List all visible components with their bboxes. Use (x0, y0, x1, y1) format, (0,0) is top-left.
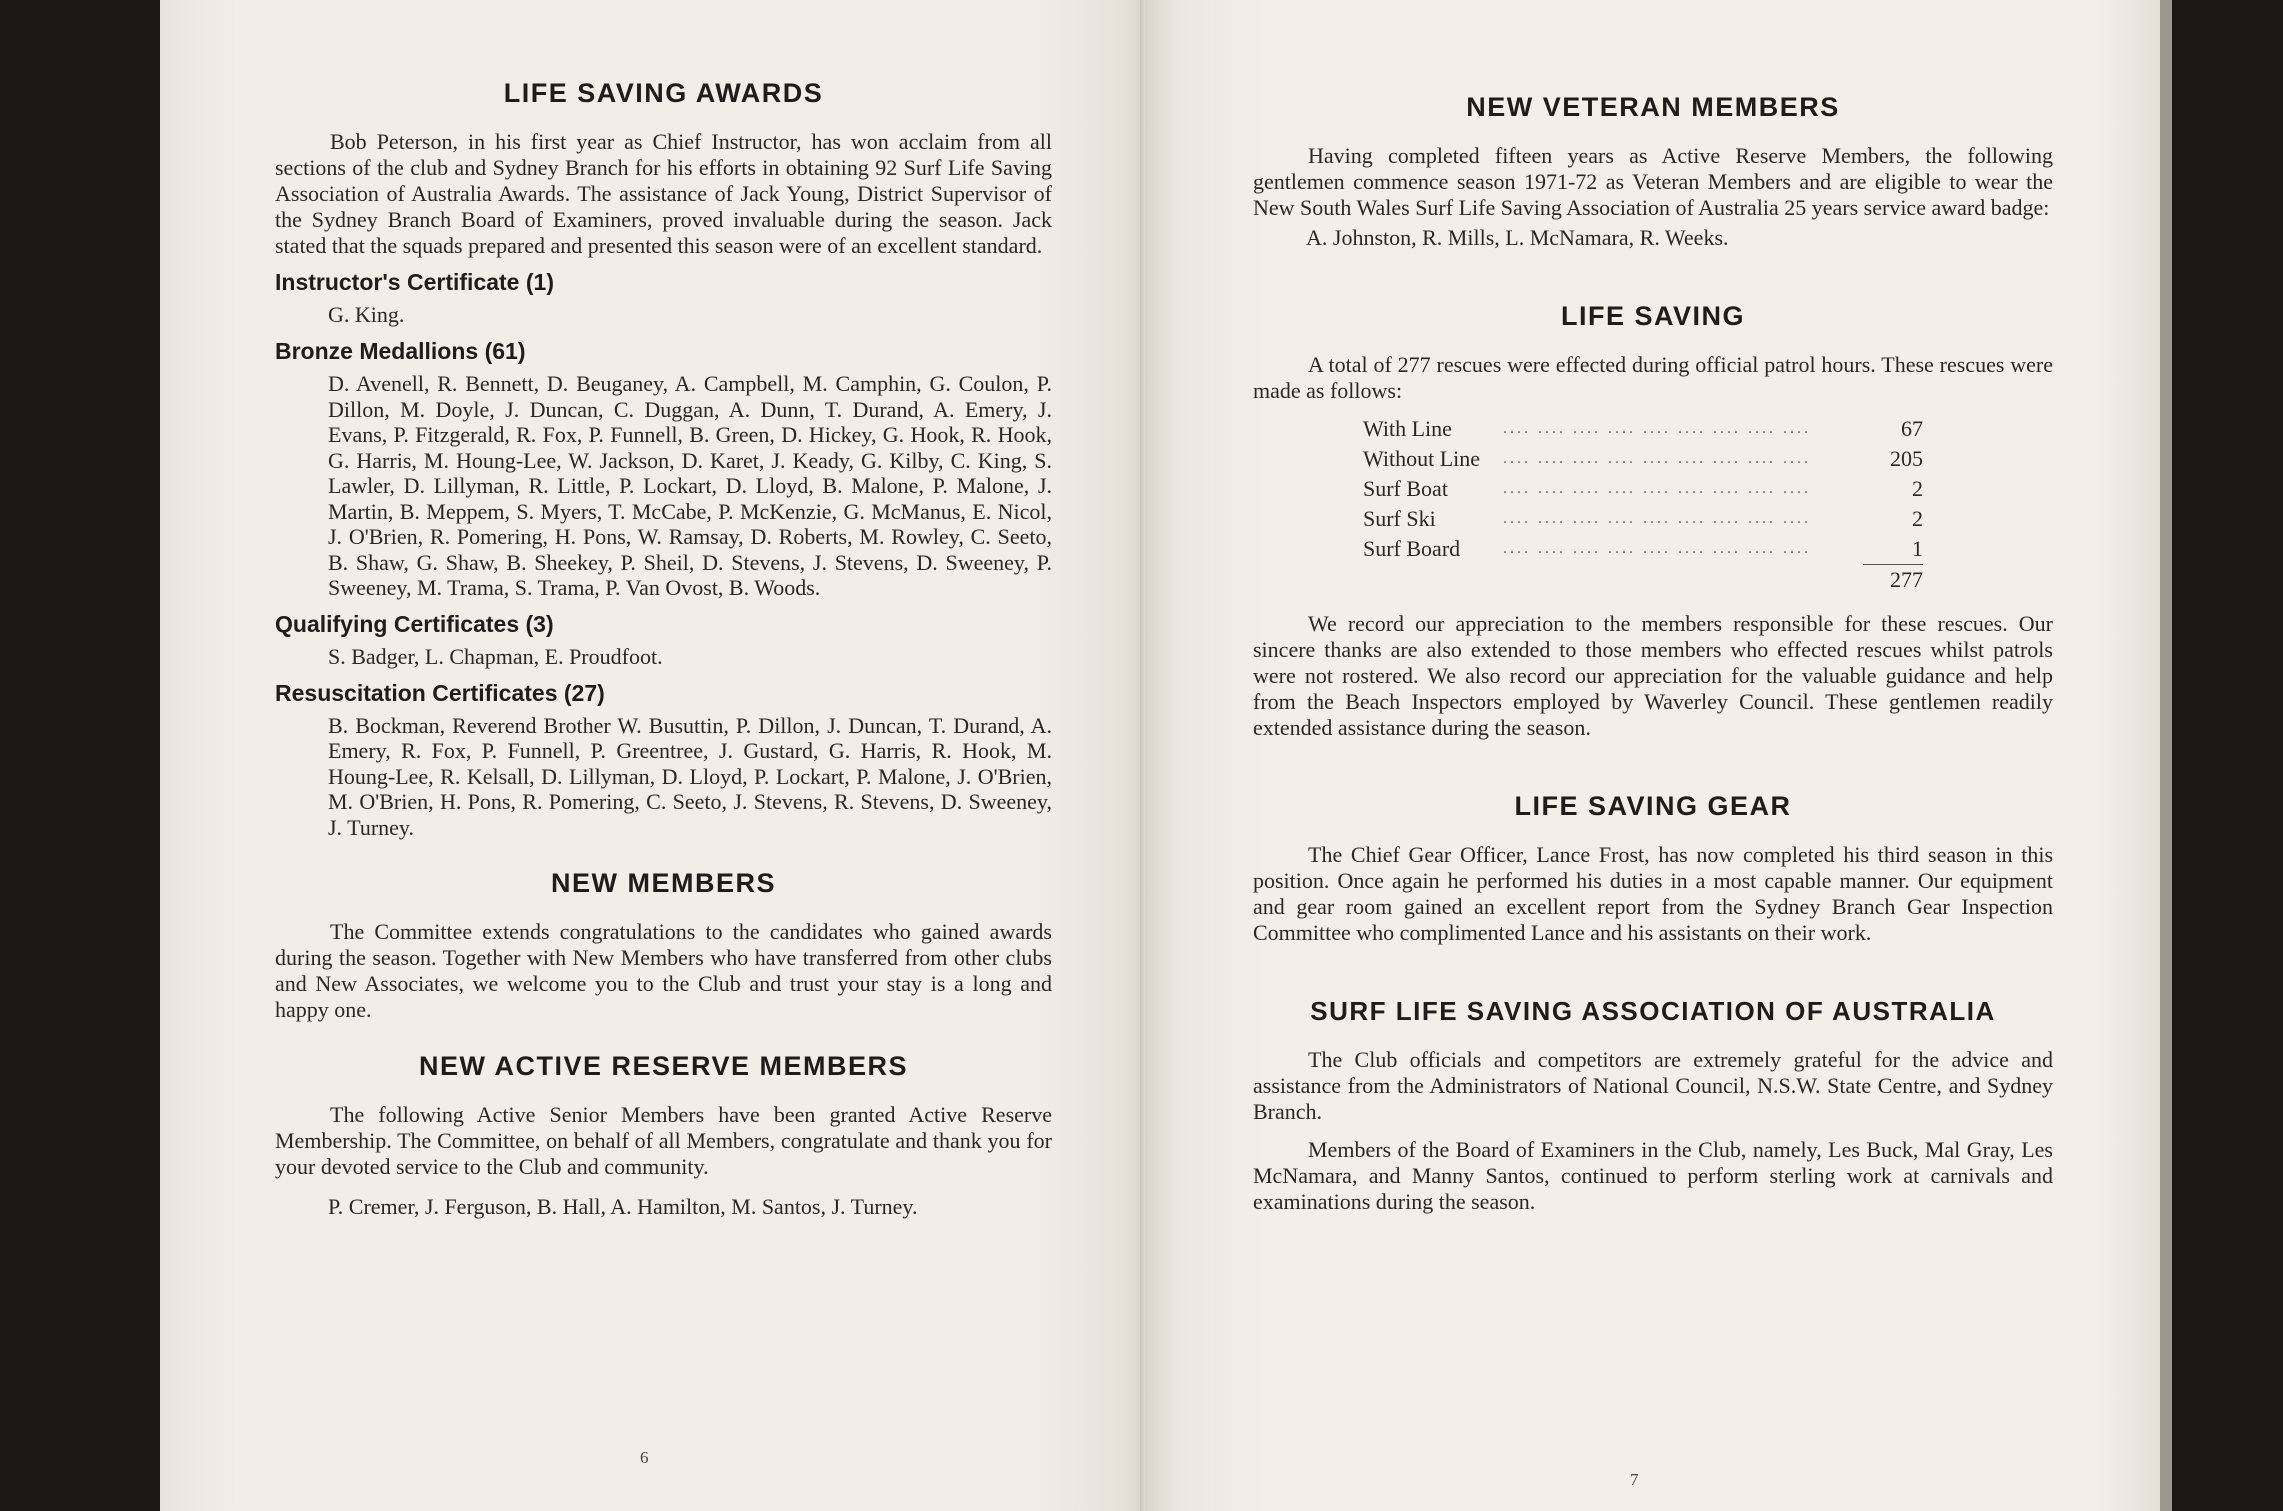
dot-leader: .... .... .... .... .... .... .... .... .... (1503, 450, 1811, 467)
right-column (1253, 92, 2053, 1243)
rescue-row (1363, 444, 1923, 474)
new-members-title: NEW MEMBERS (551, 868, 776, 898)
rescue-row (1363, 474, 1923, 504)
dot-leader: .... .... .... .... .... .... .... .... .... (1503, 480, 1811, 497)
rescue-label: Surf Ski (1363, 506, 1436, 531)
rescue-row (1363, 504, 1923, 534)
rescue-row (1363, 414, 1923, 444)
slsa-text-1: The Club officials and competitors are extremely grateful for the advice and assistance from the Administrators of National Council, N.S.W. State Centre, and Sydney Branch. (1253, 1047, 2053, 1124)
new-active-reserve-names: P. Cremer, J. Ferguson, B. Hall, A. Hamilton, M. Santos, J. Turney. (328, 1194, 918, 1219)
life-saving-section (1253, 301, 2053, 741)
life-saving-gear-text: The Chief Gear Officer, Lance Frost, has now completed his third season in this position. Once again he performed his duties in a most capable manner. Our equipment and gear room gained an excellent report from the Sydney Branch Gear Inspection Committee who complimented Lance and his assistants on their work. (1253, 842, 2053, 945)
life-saving-title: LIFE SAVING (1560, 301, 1745, 331)
dot-leader: .... .... .... .... .... .... .... .... .... (1503, 540, 1811, 558)
bronze-names: D. Avenell, R. Bennett, D. Beuganey, A. Campbell, M. Camphin, G. Coulon, P. Dillon, M. Doyle, J. Duncan, C. Duggan, A. Dunn, T. Durand, A. Emery, J. Evans, P. Fitzgerald, R. Fox, P. Funnell, B. Green, D. Hickey, G. Hook, R. Hook, G. Harris, M. Houng-Lee, W. Jackson, D. Karet, J. Keady, G. Kilby, C. King, S. Lawler, D. Lillyman, R. Little, P. Lockart, D. Lloyd, B. Malone, P. Malone, J. Martin, B. Meppem, S. Myers, T. McCabe, P. McKenzie, G. McManus, E. Nicol, J. O'Brien, R. Pomering, H. Pons, W. Ramsay, D. Roberts, M. Rowley, C. Seeto, B. Shaw, G. Shaw, B. Sheekey, P. Sheil, D. Stevens, J. Stevens, D. Sweeney, P. Sweeney, M. Trama, S. Trama, P. Van Ovost, B. Woods. (328, 371, 1052, 600)
qualifying-names: S. Badger, L. Chapman, E. Proudfoot. (328, 643, 663, 669)
rescue-value: 2 (1912, 476, 1923, 501)
new-veteran-title: NEW VETERAN MEMBERS (1466, 92, 1840, 122)
life-saving-awards-section (275, 78, 1052, 840)
new-members-text: The Committee extends congratulations to the candidates who gained awards during the season. Together with New Members who have transferred from other clubs and New Associates, we welcome you to the Club and trust your stay is a long and happy one. (275, 919, 1052, 1022)
new-active-reserve-text: The following Active Senior Members have been granted Active Reserve Membership. The Committee, on behalf of all Members, congratulate and thank you for your devoted service to the Club and community. (275, 1102, 1052, 1179)
new-members-section (275, 868, 1052, 1023)
new-veteran-names: A. Johnston, R. Mills, L. McNamara, R. Weeks. (1306, 225, 1729, 250)
rescues-total: 277 (1863, 565, 1923, 596)
resuscitation-heading: Resuscitation Certificates (27) (275, 679, 605, 706)
page-edge-shadow (2160, 0, 2172, 1511)
slsa-text-2: Members of the Board of Examiners in the Club, namely, Les Buck, Mal Gray, Les McNamara, and Manny Santos, continued to perform sterling work at carnivals and examinations during the season. (1253, 1137, 2053, 1214)
rescue-value: 2 (1912, 506, 1923, 531)
rescue-row (1363, 534, 1923, 565)
life-saving-closing: We record our appreciation to the members responsible for these rescues. Our sincere thanks are also extended to those members who effected rescues whilst patrols were not rostered. We also record our appreciation for the valuable guidance and help from the Beach Inspectors employed by Waverley Council. These gentlemen readily extended assistance during the season. (1253, 611, 2053, 740)
instructor-names: G. King. (328, 302, 405, 327)
rescue-value: 67 (1901, 416, 1923, 441)
rescue-label: Surf Boat (1363, 476, 1448, 501)
left-page (160, 0, 1145, 1511)
qualifying-heading: Qualifying Certificates (3) (275, 610, 554, 637)
rescues-total-row (1363, 565, 1923, 596)
rescues-table (1363, 414, 1923, 595)
dot-leader: .... .... .... .... .... .... .... .... .... (1503, 510, 1811, 527)
life-saving-awards-title: LIFE SAVING AWARDS (503, 78, 824, 108)
new-active-reserve-title: NEW ACTIVE RESERVE MEMBERS (418, 1051, 909, 1081)
rescue-label: Surf Board (1363, 536, 1461, 562)
page-number-left: 6 (640, 1448, 649, 1467)
life-saving-gear-section (1253, 791, 2053, 946)
slsa-section (1253, 996, 2053, 1215)
new-active-reserve-section (275, 1051, 1052, 1220)
life-saving-intro: A total of 277 rescues were effected during official patrol hours. These rescues were made as follows: (1253, 352, 2053, 403)
rescue-value: 1 (1912, 536, 1923, 561)
bronze-heading: Bronze Medallions (61) (275, 338, 526, 364)
dot-leader: .... .... .... .... .... .... .... .... .... (1503, 420, 1811, 437)
resuscitation-names: B. Bockman, Reverend Brother W. Busuttin, P. Dillon, J. Duncan, T. Durand, A. Emery, R. Fox, P. Funnell, P. Greentree, J. Gustard, G. Harris, R. Hook, M. Houng-Lee, R. Kelsall, D. Lillyman, D. Lloyd, P. Lockart, P. Malone, J. O'Brien, M. O'Brien, H. Pons, R. Pomering, C. Seeto, J. Stevens, R. Stevens, D. Sweeney, J. Turney. (328, 712, 1052, 840)
rescue-label: Without Line (1363, 446, 1481, 471)
instructor-heading: Instructor's Certificate (1) (275, 269, 554, 295)
page-number-right: 7 (1630, 1470, 1639, 1489)
slsa-title: SURF LIFE SAVING ASSOCIATION OF AUSTRALIA (1310, 996, 1996, 1026)
new-veteran-section (1253, 92, 2053, 251)
new-veteran-text: Having completed fifteen years as Active Reserve Members, the following gentlemen commence season 1971-72 as Veteran Members and are eligible to wear the New South Wales Surf Life Saving Association of Australia 25 years service award badge: (1253, 143, 2053, 220)
left-column (275, 78, 1052, 1248)
awards-intro: Bob Peterson, in his first year as Chief Instructor, has won acclaim from all sections of the club and Sydney Branch for his efforts in obtaining 92 Surf Life Saving Association of Australia Awards. The assistance of Jack Young, District Supervisor of the Sydney Branch Board of Examiners, proved invaluable during the season. Jack stated that the squads prepared and presented this season were of an excellent standard. (275, 129, 1052, 258)
rescue-label: With Line (1363, 416, 1452, 441)
life-saving-gear-title: LIFE SAVING GEAR (1514, 791, 1792, 821)
rescue-value: 205 (1890, 446, 1923, 471)
right-page (1145, 0, 2160, 1511)
